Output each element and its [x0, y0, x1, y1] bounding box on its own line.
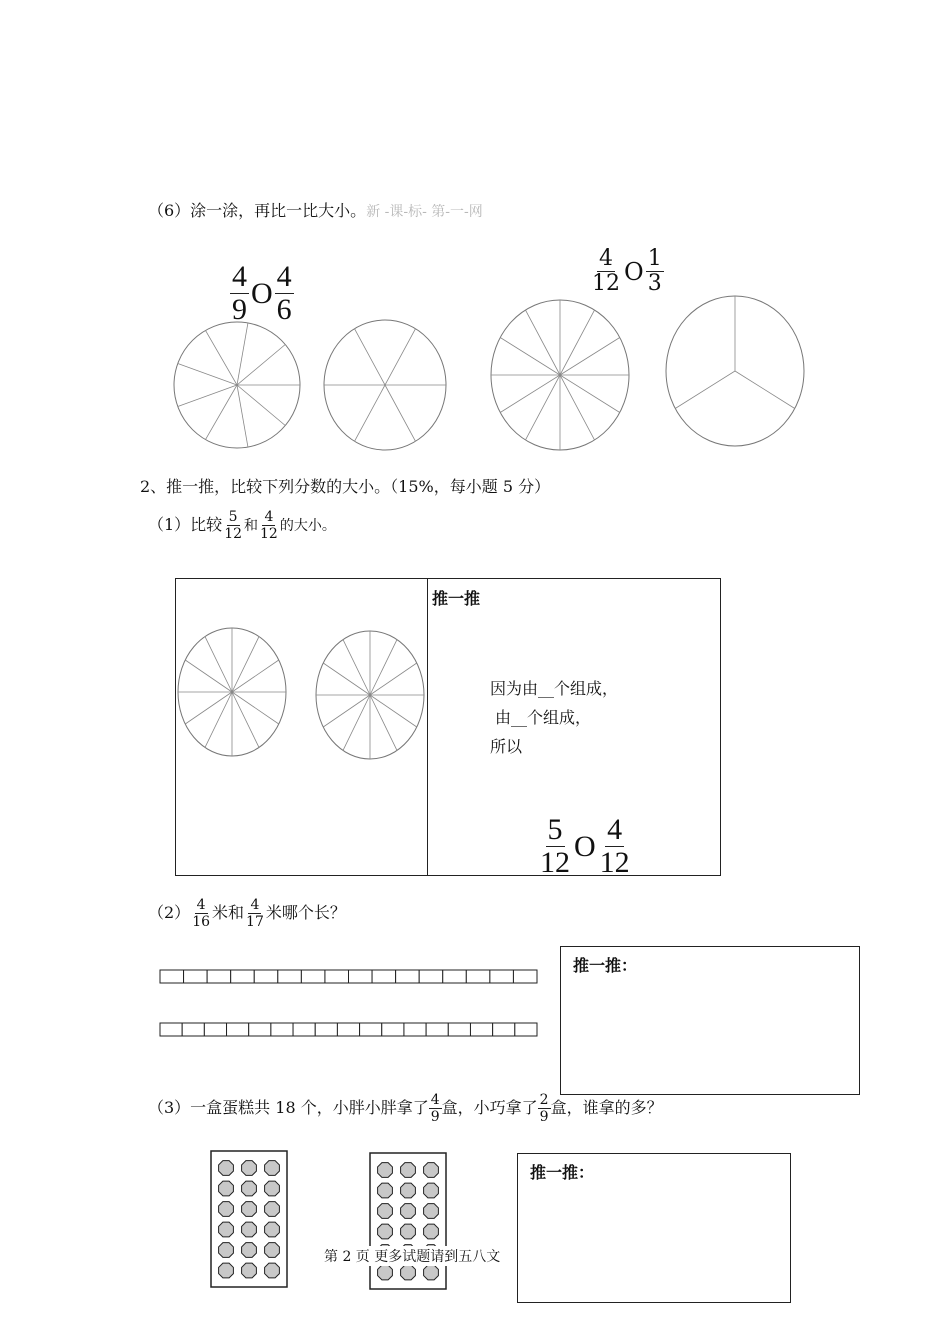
cake-icon: [378, 1183, 393, 1198]
compare-4-9-4-6: $\frac{4}{9}$ O $\frac{4}{6}$: [232, 260, 292, 326]
cake-icon: [378, 1163, 393, 1178]
cake-icon: [424, 1204, 439, 1219]
watermark: 新 -课-标- 第-一-网: [366, 204, 483, 220]
cake-icon: [424, 1163, 439, 1178]
p1-line1: 因为由__个组成，: [490, 679, 619, 698]
p1-line2: 由__个组成，: [495, 708, 592, 727]
q2-p3-label: （3）一盒蛋糕共 18 个，小胖小胖拿了 $\frac{4}{9}$ 盒，小巧拿了 $\frac{2}{9}$ 盒，谁拿的多？: [148, 1092, 663, 1125]
cake-icon: [424, 1265, 439, 1280]
compare-blank[interactable]: O: [624, 257, 644, 286]
cake-icon: [378, 1224, 393, 1239]
compare-4-12-1-3: $\frac{4}{12}$ O $\frac{1}{3}$: [592, 246, 662, 296]
compare-5-12-4-12: $\frac{5}{12}$ O $\frac{4}{12}$: [540, 813, 630, 879]
p1-line3: 所以: [490, 737, 523, 756]
page-footer: 第 2 页 更多试题请到五八文: [322, 1246, 502, 1266]
cake-icon: [424, 1224, 439, 1239]
cake-icon: [378, 1265, 393, 1280]
p3-box-title: 推一推：: [530, 1163, 595, 1182]
compare-blank[interactable]: O: [574, 829, 596, 863]
q2-title: 2、推一推，比较下列分数的大小。（15%，每小题 5 分）: [140, 477, 551, 496]
cake-icon: [401, 1183, 416, 1198]
q2-p2-label: （2） $\frac{4}{16}$ 米和 $\frac{4}{17}$ 米哪个长？: [148, 897, 346, 930]
compare-blank[interactable]: O: [251, 276, 273, 310]
cake-icon: [401, 1204, 416, 1219]
p2-box-title: 推一推：: [573, 956, 638, 975]
cake-icon: [424, 1183, 439, 1198]
p1-box-title: 推一推: [432, 589, 481, 608]
q6-label: （6）涂一涂，再比一比大小。: [148, 201, 367, 220]
cake-icon: [378, 1204, 393, 1219]
cake-icon: [401, 1265, 416, 1280]
cake-icon: [401, 1224, 416, 1239]
cake-icon: [401, 1163, 416, 1178]
q2-p1-label: （1）比较 $\frac{5}{12}$ 和 $\frac{4}{12}$ 的大小。: [148, 509, 336, 542]
